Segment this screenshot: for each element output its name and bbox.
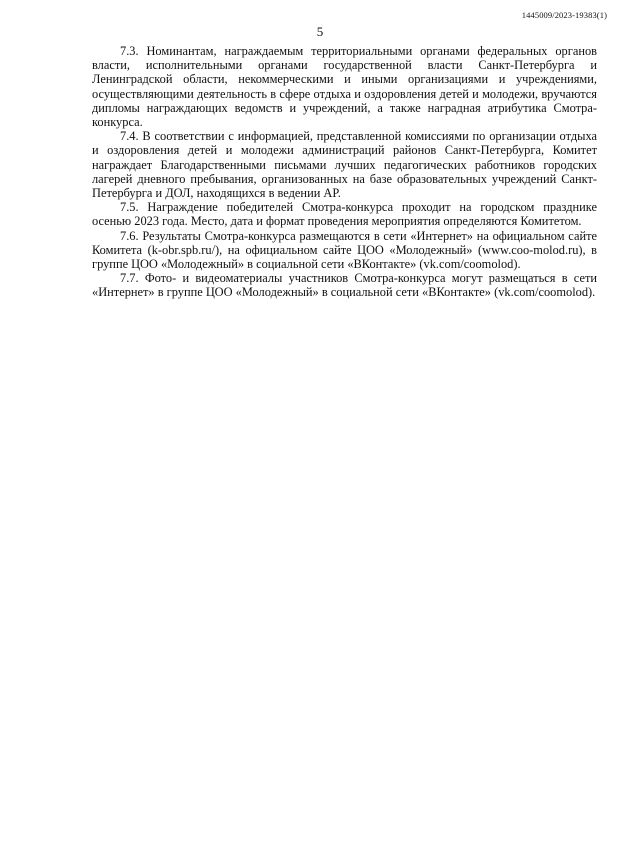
paragraph-7-5: 7.5. Награждение победителей Смотра-конкурса проходит на городском празднике осенью 2023 года. Место, дата и формат проведения мероприятия определяются Комитетом. bbox=[92, 200, 597, 229]
paragraph-7-6: 7.6. Результаты Смотра-конкурса размещаются в сети «Интернет» на официальном сайте Комитета (k-obr.spb.ru/), на официальном сайте ЦОО «Молодежный» (www.coo-molod.ru), в группе ЦОО «Молодежный» в социальной сети «ВКонтакте» (vk.com/coomolod). bbox=[92, 228, 597, 272]
paragraph-7-3: 7.3. Номинантам, награждаемым территориальными органами федеральных органов власти, исполнительными органами государственной власти Санкт-Петербурга и Ленинградской области, некоммерческими и иными организациями и учреждениями, осуществляющими деятельность в сфере отдыха и оздоровления детей и молодежи, вручаются дипломы награждающих ведомств и учреждений, а также наградная атрибутика Смотра-конкурса. bbox=[92, 44, 597, 130]
document-body bbox=[92, 44, 597, 300]
page-number: 5 bbox=[316, 24, 324, 39]
paragraph-7-7: 7.7. Фото- и видеоматериалы участников Смотра-конкурса могут размещаться в сети «Интернет» в группе ЦОО «Молодежный» в социальной сети «ВКонтакте» (vk.com/coomolod). bbox=[92, 271, 597, 300]
document-id: 1445009/2023-19383(1) bbox=[521, 10, 607, 20]
paragraph-7-4: 7.4. В соответствии с информацией, представленной комиссиями по организации отдыха и оздоровления детей и молодежи администраций районов Санкт-Петербурга, Комитет награждает Благодарственными письмами лучших педагогических работников городских лагерей дневного пребывания, организованных на базе образовательных учреждений Санкт-Петербурга и ДОЛ, находящихся в ведении АР. bbox=[92, 129, 597, 201]
